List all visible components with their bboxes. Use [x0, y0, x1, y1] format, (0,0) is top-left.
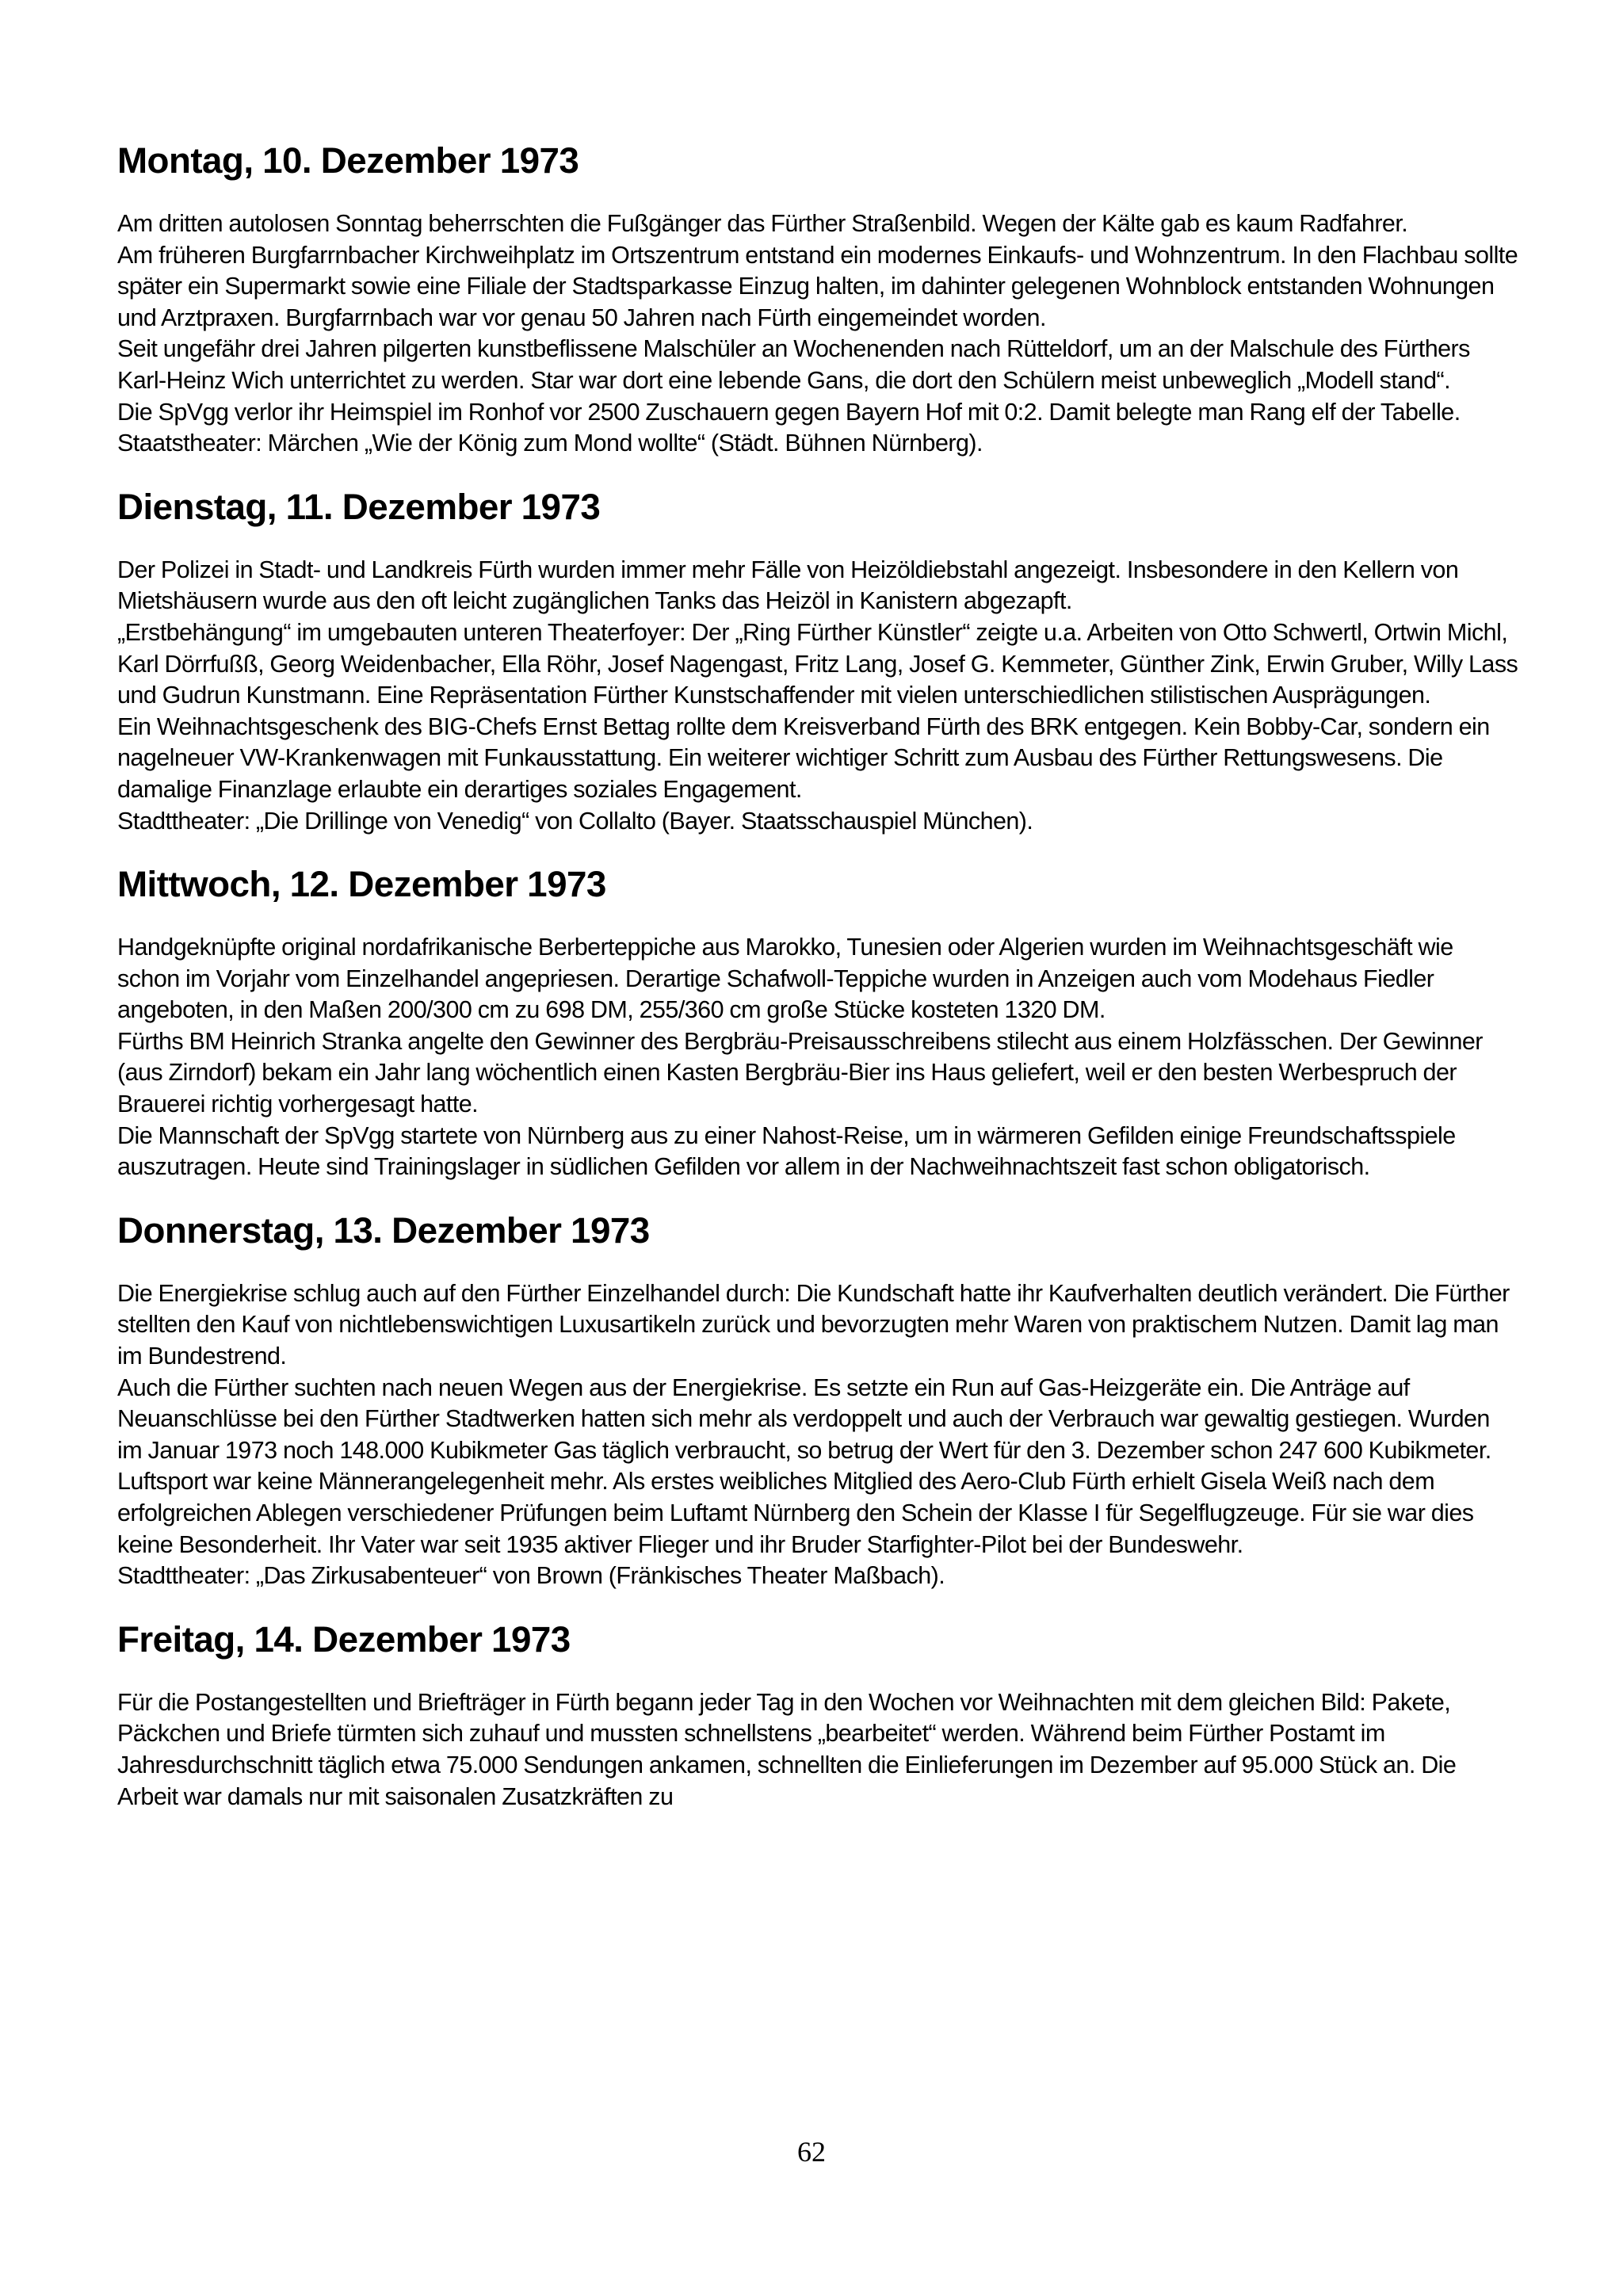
paragraph: Am früheren Burgfarrnbacher Kirchweihplatz im Ortszentrum entstand ein modernes Einkaufs- und Wohnzentrum. In den Flachbau sollte später ein Supermarkt sowie eine Filiale der Stadtsparkasse Einzug halten, im dahinter gelegenen Wohnblock entstanden Wohnungen und Arztpraxen. Burgfarrnbach war vor genau 50 Jahren nach Fürth eingemeindet worden.: [117, 241, 1518, 331]
paragraph: „Erstbehängung“ im umgebauten unteren Theaterfoyer: Der „Ring Fürther Künstler“ zeigte u.a. Arbeiten von Otto Schwertl, Ortwin Michl, Karl Dörrfußß, Georg Weidenbacher, Ella Röhr, Josef Nagengast, Fritz Lang, Josef G. Kemmeter, Günther Zink, Erwin Gruber, Willy Lass und Gudrun Kunstmann. Eine Repräsentation Fürther Kunstschaffender mit vielen unterschiedlichen stilistischen Ausprägungen.: [117, 618, 1518, 709]
day-entry-monday: [117, 140, 1520, 460]
entry-body: [117, 208, 1520, 460]
paragraph: Staatstheater: Märchen „Wie der König zum Mond wollte“ (Städt. Bühnen Nürnberg).: [117, 430, 983, 457]
entry-body: [117, 932, 1520, 1183]
paragraph: Handgeknüpfte original nordafrikanische Berberteppiche aus Marokko, Tunesien oder Algerien wurden im Weihnachtsgeschäft wie schon im Vorjahr vom Einzelhandel angepriesen. Derartige Schafwoll-Teppiche wurden in Anzeigen auch vom Modehaus Fiedler angeboten, in den Maßen 200/300 cm zu 698 DM, 255/360 cm große Stücke kosteten 1320 DM.: [117, 934, 1453, 1024]
entry-heading: Dienstag, 11. Dezember 1973: [117, 486, 601, 527]
paragraph: Seit ungefähr drei Jahren pilgerten kunstbeflissene Malschüler an Wochenenden nach Rütteldorf, um an der Malschule des Fürthers Karl-Heinz Wich unterrichtet zu werden. Star war dort eine lebende Gans, die dort den Schülern meist unbeweglich „Modell stand“.: [117, 335, 1470, 394]
document-page: [117, 140, 1520, 1844]
paragraph: Ein Weihnachtsgeschenk des BIG-Chefs Ernst Bettag rollte dem Kreisverband Fürth des BRK entgegen. Kein Bobby-Car, sondern ein nagelneuer VW-Krankenwagen mit Funkausstattung. Ein weiterer wichtiger Schritt zum Ausbau des Fürther Rettungswesens. Die damalige Finanzlage erlaubte ein derartiges soziales Engagement.: [117, 712, 1490, 803]
paragraph: Am dritten autolosen Sonntag beherrschten die Fußgänger das Fürther Straßenbild. Wegen der Kälte gab es kaum Radfahrer.: [117, 210, 1408, 237]
entry-body: [117, 1687, 1520, 1813]
paragraph: Der Polizei in Stadt- und Landkreis Fürth wurden immer mehr Fälle von Heizöldiebstahl angezeigt. Insbesondere in den Kellern von Mietshäusern wurde aus den oft leicht zugänglichen Tanks das Heizöl in Kanistern abgezapft.: [117, 556, 1459, 615]
paragraph: Stadttheater: „Das Zirkusabenteuer“ von Brown (Fränkisches Theater Maßbach).: [117, 1562, 945, 1590]
entry-heading: Freitag, 14. Dezember 1973: [117, 1618, 571, 1660]
day-entry-friday: [117, 1618, 1520, 1813]
entry-heading: Mittwoch, 12. Dezember 1973: [117, 864, 606, 905]
entry-body: [117, 1278, 1520, 1592]
paragraph: Die Mannschaft der SpVgg startete von Nürnberg aus zu einer Nahost-Reise, um in wärmeren Gefilden einige Freundschaftsspiele auszutragen. Heute sind Trainingslager in südlichen Gefilden vor allem in der Nachweihnachtszeit fast schon obligatorisch.: [117, 1121, 1456, 1181]
paragraph: Die Energiekrise schlug auch auf den Fürther Einzelhandel durch: Die Kundschaft hatte ihr Kaufverhalten deutlich verändert. Die Fürther stellten den Kauf von nichtlebenswichtigen Luxusartikeln zurück und bevorzugten mehr Waren von praktischem Nutzen. Damit lag man im Bundestrend.: [117, 1279, 1510, 1370]
paragraph: Fürths BM Heinrich Stranka angelte den Gewinner des Bergbräu-Preisausschreibens stilecht aus einem Holzfässchen. Der Gewinner (aus Zirndorf) bekam ein Jahr lang wöchentlich einen Kasten Bergbräu-Bier ins Haus geliefert, weil er den besten Werbespruch der Brauerei richtig vorhergesagt hatte.: [117, 1027, 1483, 1118]
paragraph: Für die Postangestellten und Briefträger in Fürth begann jeder Tag in den Wochen vor Weihnachten mit dem gleichen Bild: Pakete, Päckchen und Briefe türmten sich zuhauf und mussten schnellstens „bearbeitet“ werden. Während beim Fürther Postamt im Jahresdurchschnitt täglich etwa 75.000 Sendungen ankamen, schnellten die Einlieferungen im Dezember auf 95.000 Stück an. Die Arbeit war damals nur mit saisonalen Zusatzkräften zu: [117, 1688, 1457, 1810]
paragraph: Auch die Fürther suchten nach neuen Wegen aus der Energiekrise. Es setzte ein Run auf Gas-Heizgeräte ein. Die Anträge auf Neuanschlüsse bei den Fürther Stadtwerken hatten sich mehr als verdoppelt und auch der Verbrauch war gewaltig gestiegen. Wurden im Januar 1973 noch 148.000 Kubikmeter Gas täglich verbraucht, so betrug der Wert für den 3. Dezember schon 247 600 Kubikmeter.: [117, 1373, 1491, 1464]
day-entry-wednesday: [117, 864, 1520, 1183]
entry-heading: Montag, 10. Dezember 1973: [117, 140, 579, 181]
paragraph: Die SpVgg verlor ihr Heimspiel im Ronhof vor 2500 Zuschauern gegen Bayern Hof mit 0:2. Damit belegte man Rang elf der Tabelle.: [117, 398, 1461, 426]
page-number: 62: [797, 2136, 826, 2168]
paragraph: Stadttheater: „Die Drillinge von Venedig“ von Collalto (Bayer. Staatsschauspiel München).: [117, 807, 1033, 835]
entry-body: [117, 555, 1520, 837]
entry-heading: Donnerstag, 13. Dezember 1973: [117, 1209, 650, 1251]
day-entry-tuesday: [117, 486, 1520, 837]
day-entry-thursday: [117, 1209, 1520, 1592]
paragraph: Luftsport war keine Männerangelegenheit mehr. Als erstes weibliches Mitglied des Aero-Club Fürth erhielt Gisela Weiß nach dem erfolgreichen Ablegen verschiedener Prüfungen beim Luftamt Nürnberg den Schein der Klasse I für Segelflugzeuge. Für sie war dies keine Besonderheit. Ihr Vater war seit 1935 aktiver Flieger und ihr Bruder Starfighter-Pilot bei der Bundeswehr.: [117, 1468, 1474, 1558]
